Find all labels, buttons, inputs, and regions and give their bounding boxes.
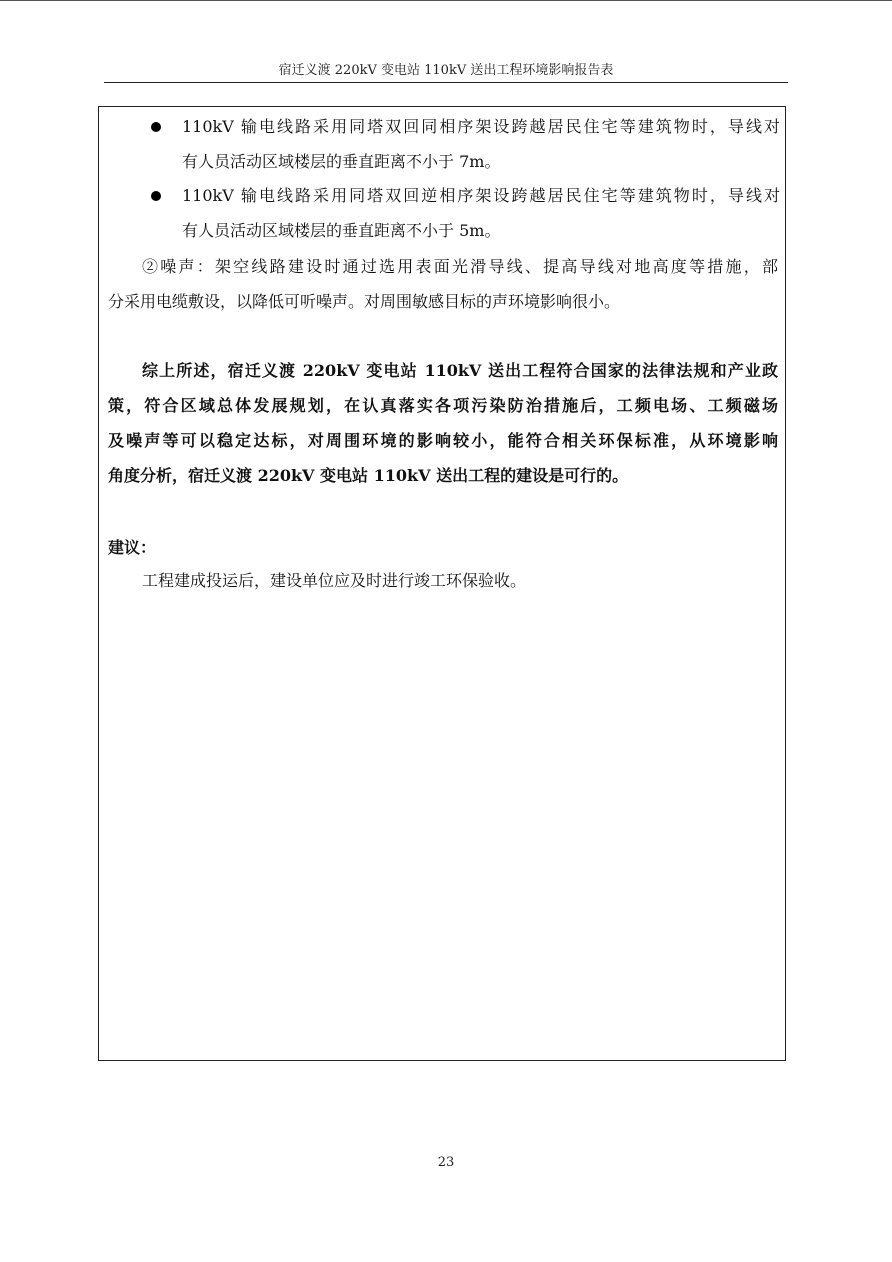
paragraph-line: 角度分析，宿迁义渡 220kV 变电站 110kV 送出工程的建设是可行的。 (108, 466, 629, 485)
bullet-line: 110kV 输电线路采用同塔双回同相序架设跨越居民住宅等建筑物时，导线对 (182, 117, 780, 136)
page-header-title: 宿迁义渡 220kV 变电站 110kV 送出工程环境影响报告表 (278, 63, 614, 78)
bullet-line: 有人员活动区域楼层的垂直距离不小于 5m。 (182, 221, 501, 240)
bullet-line: 110kV 输电线路采用同塔双回逆相序架设跨越居民住宅等建筑物时，导线对 (182, 186, 780, 205)
bullet-item (148, 178, 780, 248)
bullet-dot-icon (151, 122, 161, 132)
suggestion-text (108, 563, 778, 598)
bullet-dot-icon (151, 191, 161, 201)
paragraph-line: 及噪声等可以稳定达标，对周围环境的影响较小，能符合相关环保标准，从环境影响 (108, 431, 778, 450)
bullet-item (148, 109, 780, 179)
paragraph-line: 综上所述，宿迁义渡 220kV 变电站 110kV 送出工程符合国家的法律法规和产业政 (142, 361, 778, 380)
suggestion-heading: 建议： (108, 538, 157, 557)
bullet-line: 有人员活动区域楼层的垂直距离不小于 7m。 (182, 152, 501, 171)
paragraph-line: 工程建成投运后，建设单位应及时进行竣工环保验收。 (142, 571, 527, 590)
paragraph-line: ②噪声：架空线路建设时通过选用表面光滑导线、提高导线对地高度等措施，部 (142, 257, 778, 276)
conclusion-paragraph (108, 353, 778, 493)
paragraph-line: 策，符合区域总体发展规划，在认真落实各项污染防治措施后，工频电场、工频磁场 (108, 396, 778, 415)
paragraph-line: 分采用电缆敷设，以降低可听噪声。对周围敏感目标的声环境影响很小。 (108, 292, 621, 311)
page-top-border (0, 0, 892, 1)
header-divider (104, 82, 788, 83)
noise-paragraph (108, 249, 778, 319)
page-number: 23 (437, 1155, 455, 1170)
